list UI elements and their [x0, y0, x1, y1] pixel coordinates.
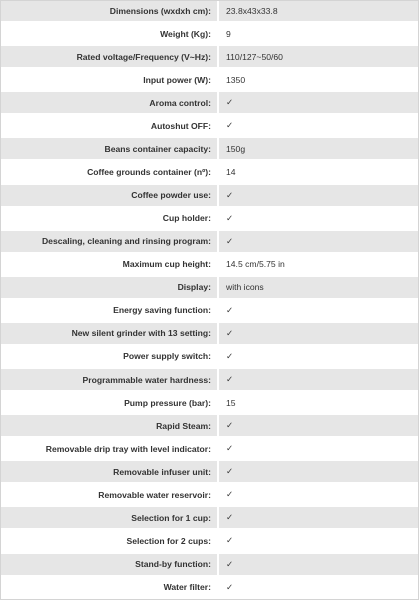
table-row	[0, 554, 419, 577]
table-row	[0, 161, 419, 184]
check-icon: ✓	[219, 300, 419, 323]
spec-label: Selection for 2 cups:	[0, 530, 219, 553]
spec-value: 150g	[219, 138, 419, 161]
table-row	[0, 115, 419, 138]
spec-label: Autoshut OFF:	[0, 115, 219, 138]
spec-label: Dimensions (wxdxh cm):	[0, 0, 219, 23]
table-row	[0, 0, 419, 23]
spec-label: Power supply switch:	[0, 346, 219, 369]
spec-label: Pump pressure (bar):	[0, 392, 219, 415]
check-icon: ✓	[219, 507, 419, 530]
check-icon: ✓	[219, 208, 419, 231]
spec-label: Removable infuser unit:	[0, 461, 219, 484]
check-icon: ✓	[219, 323, 419, 346]
check-icon: ✓	[219, 115, 419, 138]
table-row	[0, 277, 419, 300]
table-row	[0, 484, 419, 507]
check-icon: ✓	[219, 415, 419, 438]
spec-label: Display:	[0, 277, 219, 300]
check-icon: ✓	[219, 438, 419, 461]
spec-value: 23.8x43x33.8	[219, 0, 419, 23]
spec-label: Rapid Steam:	[0, 415, 219, 438]
spec-label: Cup holder:	[0, 208, 219, 231]
check-icon: ✓	[219, 461, 419, 484]
table-row	[0, 346, 419, 369]
spec-label: Descaling, cleaning and rinsing program:	[0, 231, 219, 254]
table-row	[0, 461, 419, 484]
spec-label: Beans container capacity:	[0, 138, 219, 161]
spec-label: Rated voltage/Frequency (V~Hz):	[0, 46, 219, 69]
spec-value: 15	[219, 392, 419, 415]
table-row	[0, 23, 419, 46]
spec-label: Stand-by function:	[0, 554, 219, 577]
spec-label: Weight (Kg):	[0, 23, 219, 46]
spec-label: Water filter:	[0, 577, 219, 600]
spec-label: Selection for 1 cup:	[0, 507, 219, 530]
check-icon: ✓	[219, 577, 419, 600]
spec-label: Maximum cup height:	[0, 254, 219, 277]
spec-label: Programmable water hardness:	[0, 369, 219, 392]
table-row	[0, 69, 419, 92]
table-row	[0, 92, 419, 115]
spec-value: 110/127~50/60	[219, 46, 419, 69]
table-row	[0, 438, 419, 461]
table-row	[0, 254, 419, 277]
check-icon: ✓	[219, 185, 419, 208]
spec-value: 9	[219, 23, 419, 46]
table-row	[0, 138, 419, 161]
spec-value: 1350	[219, 69, 419, 92]
check-icon: ✓	[219, 346, 419, 369]
spec-label: Input power (W):	[0, 69, 219, 92]
spec-label: Removable drip tray with level indicator:	[0, 438, 219, 461]
check-icon: ✓	[219, 530, 419, 553]
spec-label: Aroma control:	[0, 92, 219, 115]
spec-label: Coffee powder use:	[0, 185, 219, 208]
table-row	[0, 185, 419, 208]
table-row	[0, 415, 419, 438]
table-row	[0, 369, 419, 392]
spec-value: with icons	[219, 277, 419, 300]
table-row	[0, 323, 419, 346]
table-row	[0, 300, 419, 323]
table-row	[0, 46, 419, 69]
spec-value: 14.5 cm/5.75 in	[219, 254, 419, 277]
check-icon: ✓	[219, 231, 419, 254]
table-row	[0, 530, 419, 553]
spec-label: New silent grinder with 13 setting:	[0, 323, 219, 346]
table-row	[0, 507, 419, 530]
table-row	[0, 577, 419, 600]
spec-label: Energy saving function:	[0, 300, 219, 323]
spec-label: Coffee grounds container (nº):	[0, 161, 219, 184]
table-row	[0, 392, 419, 415]
check-icon: ✓	[219, 92, 419, 115]
check-icon: ✓	[219, 369, 419, 392]
table-row	[0, 231, 419, 254]
spec-label: Removable water reservoir:	[0, 484, 219, 507]
check-icon: ✓	[219, 484, 419, 507]
check-icon: ✓	[219, 554, 419, 577]
table-row	[0, 208, 419, 231]
spec-value: 14	[219, 161, 419, 184]
